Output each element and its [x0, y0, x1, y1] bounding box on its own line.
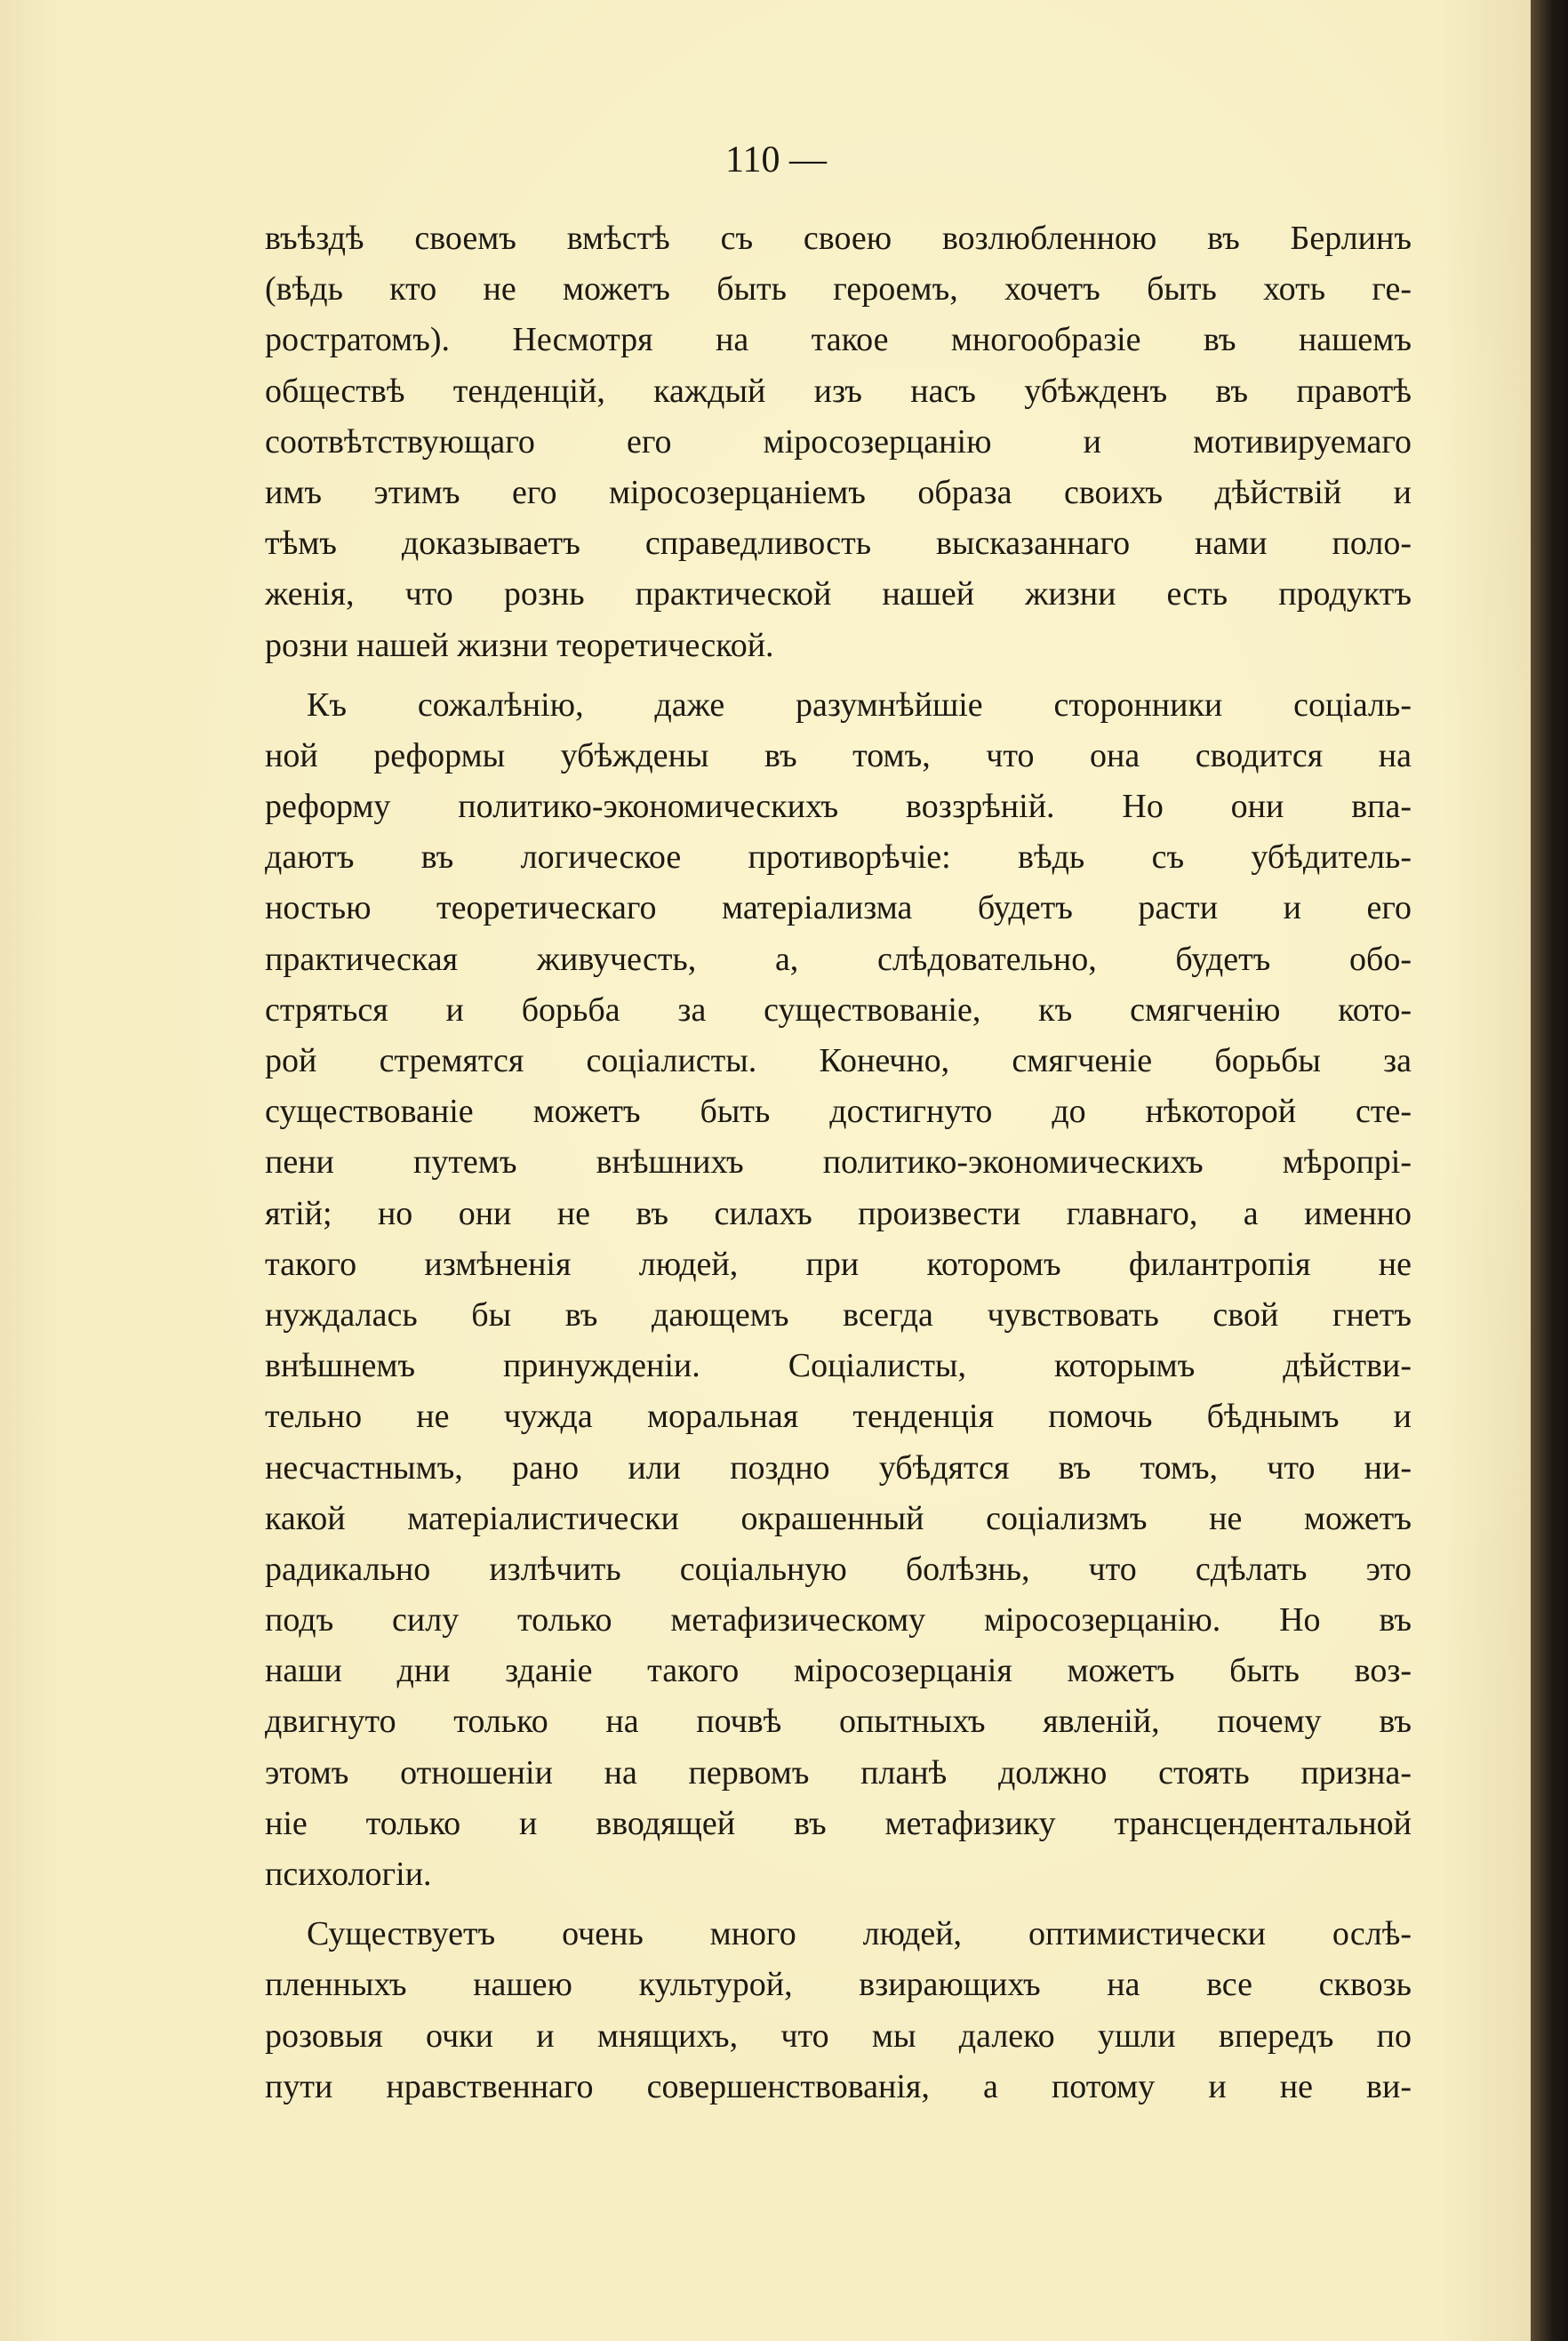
text-line: соотвѣтствующаго его міросозерцанію и мотивируемаго [265, 422, 1412, 461]
page-body-text [265, 213, 1412, 2113]
text-line: внѣшнемъ принужденіи. Соціалисты, которымъ дѣйстви- [265, 1347, 1412, 1385]
text-line: Существуетъ очень много людей, оптимистически ослѣ- [307, 1915, 1412, 1953]
text-line: даютъ въ логическое противорѣчіе: вѣдь съ убѣдитель- [265, 838, 1412, 877]
paragraph [265, 680, 1412, 1901]
text-line: психологіи. [265, 1856, 432, 1893]
text-line: ніе только и вводящей въ метафизику трансцендентальной [265, 1804, 1412, 1842]
text-line: какой матеріалистически окрашенный соціализмъ не можетъ [265, 1499, 1412, 1537]
text-line: розовыя очки и мнящихъ, что мы далеко ушли впередъ по [265, 2016, 1412, 2055]
text-line: наши дни зданіе такого міросозерцанія можетъ быть воз- [265, 1652, 1412, 1690]
text-line: такого измѣненія людей, при которомъ филантропія не [265, 1245, 1412, 1283]
paragraph [265, 213, 1412, 671]
text-line: стряться и борьба за существованіе, къ смягченію кото- [265, 990, 1412, 1029]
text-line: пени путемъ внѣшнихъ политико-экономическихъ мѣропрі- [265, 1143, 1412, 1182]
text-line: практическая живучесть, а, слѣдовательно, будетъ обо- [265, 940, 1412, 978]
text-line: розни нашей жизни теоретической. [265, 626, 774, 664]
text-line: женія, что рознь практической нашей жизни есть продуктъ [265, 575, 1412, 613]
text-line: рой стремятся соціалисты. Конечно, смягченіе борьбы за [265, 1042, 1412, 1079]
text-line: ностью теоретическаго матеріализма будетъ расти и его [265, 889, 1412, 927]
text-line: тельно не чужда моральная тенденція помочь бѣднымъ и [265, 1398, 1412, 1436]
text-line: ятій; но они не въ силахъ произвести главнаго, а именно [265, 1194, 1412, 1232]
book-spine-edge [1531, 0, 1568, 2341]
text-line: ростратомъ). Несмотря на такое многообразіе въ нашемъ [265, 321, 1412, 359]
text-line: ной реформы убѣждены въ томъ, что она сводится на [265, 736, 1412, 774]
text-line: имъ этимъ его міросозерцаніемъ образа своихъ дѣйствій и [265, 473, 1412, 511]
page-number: 110 — [725, 140, 827, 180]
paragraph-gap [265, 1900, 1412, 1909]
text-line: подъ силу только метафизическому міросозерцанію. Но въ [265, 1601, 1412, 1640]
text-line: радикально излѣчить соціальную болѣзнь, что сдѣлать это [265, 1550, 1412, 1588]
text-line: Къ сожалѣнію, даже разумнѣйшіе сторонники соціаль- [307, 685, 1412, 724]
text-line: обществѣ тенденцій, каждый изъ насъ убѣжденъ въ правотѣ [265, 372, 1412, 410]
text-line: этомъ отношеніи на первомъ планѣ должно стоять призна- [265, 1753, 1412, 1792]
text-line: пути нравственнаго совершенствованія, а потому и не ви- [265, 2067, 1412, 2105]
text-line: нуждалась бы въ дающемъ всегда чувствовать свой гнетъ [265, 1295, 1412, 1334]
text-line: пленныхъ нашею культурой, взирающихъ на все сквозь [265, 1966, 1412, 2004]
paragraph [265, 1909, 1412, 2113]
text-line: существованіе можетъ быть достигнуто до нѣкоторой сте- [265, 1093, 1412, 1131]
text-line: въѣздѣ своемъ вмѣстѣ съ своею возлюбленною въ Берлинъ [265, 220, 1412, 257]
text-line: реформу политико-экономическихъ воззрѣній. Но они впа- [265, 788, 1412, 826]
text-line: тѣмъ доказываетъ справедливость высказаннаго нами поло- [265, 525, 1412, 563]
paragraph-gap [265, 671, 1412, 680]
text-line: несчастнымъ, рано или поздно убѣдятся въ томъ, что ни- [265, 1448, 1412, 1487]
text-line: двигнуто только на почвѣ опытныхъ явленій, почему въ [265, 1703, 1412, 1741]
text-line: (вѣдь кто не можетъ быть героемъ, хочетъ быть хоть ге- [265, 270, 1412, 309]
